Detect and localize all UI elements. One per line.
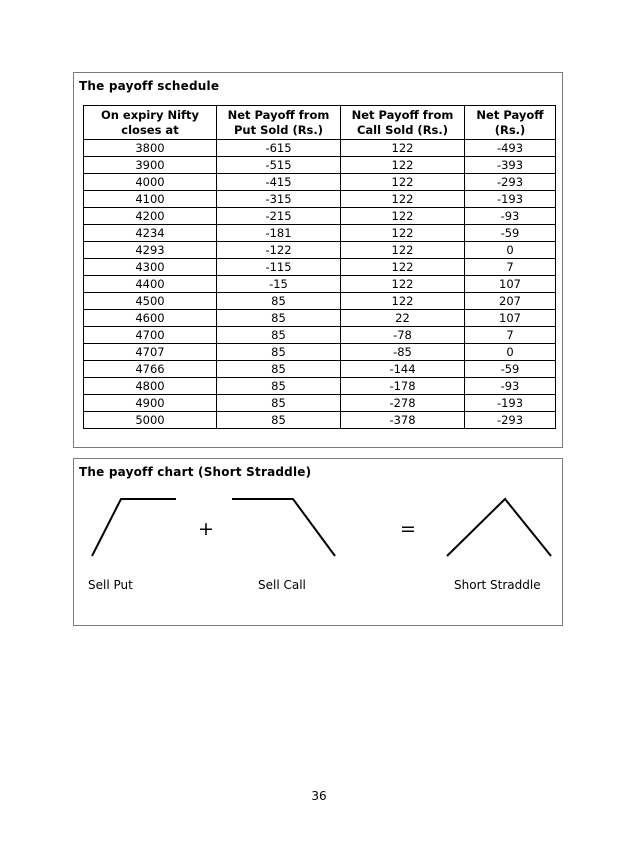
table-row: [84, 378, 556, 395]
sell-call-label: Sell Call: [258, 578, 306, 592]
table-cell: 4800: [84, 378, 217, 395]
table-cell: 4500: [84, 293, 217, 310]
table-cell: 4100: [84, 191, 217, 208]
table-cell: 4700: [84, 327, 217, 344]
table-row: [84, 361, 556, 378]
table-cell: -615: [217, 140, 341, 157]
short-straddle-payoff-line: [447, 499, 551, 556]
header-put-payoff: [217, 106, 341, 140]
table-cell: 122: [341, 157, 465, 174]
table-cell: -393: [465, 157, 556, 174]
table-cell: 122: [341, 208, 465, 225]
table-cell: 0: [465, 344, 556, 361]
header-line: Net Payoff: [476, 107, 544, 122]
table-cell: 122: [341, 242, 465, 259]
table-cell: 4200: [84, 208, 217, 225]
table-cell: 122: [341, 276, 465, 293]
table-cell: 3900: [84, 157, 217, 174]
chart-title: The payoff chart (Short Straddle): [79, 465, 312, 479]
table-cell: 7: [465, 259, 556, 276]
table-cell: 85: [217, 395, 341, 412]
page-number: 36: [311, 789, 327, 803]
table-cell: -122: [217, 242, 341, 259]
table-row: [84, 191, 556, 208]
table-cell: -415: [217, 174, 341, 191]
table-cell: 3800: [84, 140, 217, 157]
table-cell: 122: [341, 174, 465, 191]
table-cell: 4600: [84, 310, 217, 327]
table-cell: -515: [217, 157, 341, 174]
table-cell: 85: [217, 361, 341, 378]
table-cell: -85: [341, 344, 465, 361]
table-header-row: [84, 106, 556, 140]
table-cell: 4900: [84, 395, 217, 412]
table-cell: -59: [465, 361, 556, 378]
header-line: On expiry Nifty: [100, 107, 200, 122]
table-cell: 4000: [84, 174, 217, 191]
table-row: [84, 157, 556, 174]
header-line: Net Payoff from: [227, 107, 330, 122]
table-cell: 4400: [84, 276, 217, 293]
table-cell: 122: [341, 140, 465, 157]
table-cell: -315: [217, 191, 341, 208]
schedule-title: The payoff schedule: [79, 79, 220, 93]
table-row: [84, 208, 556, 225]
payoff-diagrams: [74, 459, 564, 627]
sell-call-payoff-line: [232, 499, 335, 556]
table-cell: -115: [217, 259, 341, 276]
table-row: [84, 344, 556, 361]
table-cell: -493: [465, 140, 556, 157]
table-cell: 22: [341, 310, 465, 327]
header-call-payoff: [341, 106, 465, 140]
table-cell: -93: [465, 208, 556, 225]
table-cell: 107: [465, 276, 556, 293]
header-line: Net Payoff from: [351, 107, 454, 122]
table-cell: 122: [341, 191, 465, 208]
table-cell: -215: [217, 208, 341, 225]
table-row: [84, 242, 556, 259]
table-cell: -193: [465, 395, 556, 412]
short-straddle-label: Short Straddle: [454, 578, 541, 592]
table-cell: 4300: [84, 259, 217, 276]
table-cell: -15: [217, 276, 341, 293]
header-line: Call Sold (Rs.): [356, 122, 449, 137]
table-cell: 85: [217, 344, 341, 361]
table-cell: 122: [341, 293, 465, 310]
header-line: (Rs.): [494, 122, 526, 137]
table-row: [84, 327, 556, 344]
table-cell: -78: [341, 327, 465, 344]
sell-put-payoff-line: [92, 499, 176, 556]
header-line: Put Sold (Rs.): [233, 122, 324, 137]
table-cell: 85: [217, 310, 341, 327]
table-cell: -178: [341, 378, 465, 395]
table-cell: -193: [465, 191, 556, 208]
header-line: closes at: [121, 122, 179, 137]
table-row: [84, 293, 556, 310]
table-cell: 85: [217, 327, 341, 344]
table-cell: 4293: [84, 242, 217, 259]
plus-sign: +: [198, 518, 214, 540]
payoff-table: [83, 105, 556, 429]
table-row: [84, 276, 556, 293]
table-row: [84, 174, 556, 191]
table-cell: 7: [465, 327, 556, 344]
table-cell: 85: [217, 293, 341, 310]
table-cell: 4234: [84, 225, 217, 242]
table-cell: 4707: [84, 344, 217, 361]
table-cell: 122: [341, 225, 465, 242]
table-row: [84, 225, 556, 242]
sell-put-label: Sell Put: [88, 578, 133, 592]
table-cell: -293: [465, 174, 556, 191]
table-row: [84, 412, 556, 429]
table-cell: -278: [341, 395, 465, 412]
table-cell: 85: [217, 412, 341, 429]
table-row: [84, 140, 556, 157]
table-cell: -93: [465, 378, 556, 395]
table-row: [84, 259, 556, 276]
table-cell: 85: [217, 378, 341, 395]
table-cell: 107: [465, 310, 556, 327]
payoff-table-body: [84, 140, 556, 429]
table-cell: -144: [341, 361, 465, 378]
table-cell: 122: [341, 259, 465, 276]
header-net-payoff: [465, 106, 556, 140]
table-cell: -181: [217, 225, 341, 242]
equals-sign: =: [400, 518, 416, 540]
table-cell: 4766: [84, 361, 217, 378]
table-cell: 5000: [84, 412, 217, 429]
table-cell: 0: [465, 242, 556, 259]
table-cell: -378: [341, 412, 465, 429]
table-row: [84, 395, 556, 412]
table-cell: -59: [465, 225, 556, 242]
table-row: [84, 310, 556, 327]
table-cell: -293: [465, 412, 556, 429]
payoff-schedule-box: [73, 72, 563, 448]
header-nifty-close: [84, 106, 217, 140]
payoff-chart-box: [73, 458, 563, 626]
table-cell: 207: [465, 293, 556, 310]
